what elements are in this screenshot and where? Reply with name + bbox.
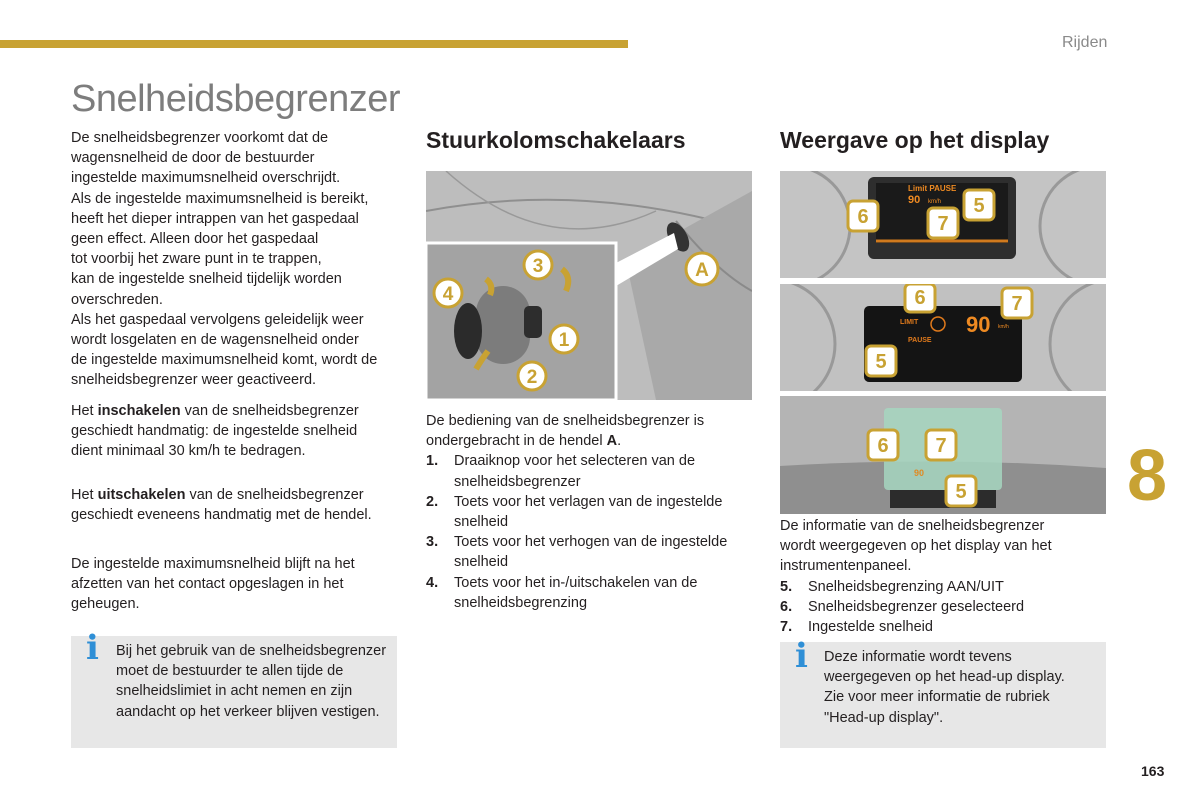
intro-line: Als het gaspedaal vervolgens geleidelijk weer (71, 311, 364, 328)
top-accent-bar (0, 40, 628, 48)
list-number: 4. (426, 574, 439, 591)
callout-5: 5 (875, 351, 887, 373)
list-number: 3. (426, 534, 439, 551)
intro-line: heeft het dieper intrappen van het gaspedaal (71, 210, 359, 227)
list-number: 7. (780, 619, 793, 636)
screen2-unit: km/h (998, 324, 1009, 330)
callout-7: 7 (937, 213, 949, 235)
screen1-unit: km/h (928, 199, 942, 205)
callout-5: 5 (955, 481, 967, 503)
intro-column (71, 128, 401, 614)
callout-6: 6 (914, 287, 926, 309)
list-text: Draaiknop voor het selecteren van de (454, 453, 696, 470)
info-line: "Head-up display". (824, 709, 944, 726)
display-list (780, 577, 1106, 638)
chapter-number: 8 (1127, 436, 1168, 516)
callout-4: 4 (442, 284, 454, 305)
info-line: Deze informatie wordt tevens (824, 649, 1012, 665)
display-intro-line: wordt weergegeven op het display van het (780, 538, 1052, 555)
display-photo-1 (780, 171, 1106, 278)
callout-5: 5 (973, 195, 985, 217)
display-intro-line: instrumentenpaneel. (780, 558, 912, 575)
activate-line: dient minimaal 30 km/h te bedragen. (71, 443, 306, 460)
intro-line: snelheidsbegrenzer weer geactiveerd. (71, 372, 317, 389)
list-text: snelheidsbegrenzer (454, 473, 581, 490)
list-item (426, 492, 756, 532)
intro-line: de ingestelde maximumsnelheid komt, wordt de (71, 352, 378, 369)
section-label: Rijden (1062, 34, 1108, 51)
controls-intro-line: De bediening van de snelheidsbegrenzer is (426, 413, 705, 429)
list-item (426, 451, 756, 491)
intro-line: wordt losgelaten en de wagensnelheid onder (71, 332, 359, 349)
activate-line: geschiedt handmatig: de ingestelde snelheid (71, 422, 358, 439)
list-text: Toets voor het verlagen van de ingestelde (454, 493, 723, 510)
list-text: Snelheidsbegrenzing AAN/UIT (808, 578, 1004, 595)
info-line: aandacht op het verkeer blijven vestigen. (116, 703, 380, 720)
display-photo-2 (780, 284, 1106, 391)
controls-heading: Stuurkolomschakelaars (426, 127, 686, 153)
callout-2: 2 (526, 367, 538, 388)
info-line: Bij het gebruik van de snelheidsbegrenzer (116, 643, 387, 659)
list-number: 6. (780, 598, 793, 615)
list-item (780, 597, 1106, 617)
intro-line: tot voorbij het zware punt in te trappen, (71, 251, 322, 268)
info-line: weergegeven op het head-up display. (824, 669, 1065, 686)
intro-line: overschreden. (71, 291, 163, 308)
screen2-pause: PAUSE (908, 337, 932, 344)
steering-column-photo (426, 171, 752, 400)
callout-A: A (695, 260, 709, 281)
screen2-limit: LIMIT (900, 319, 919, 326)
controls-column (426, 411, 756, 613)
info-icon: i (86, 628, 99, 668)
intro-line: geen effect. Alleen door het gaspedaal (71, 231, 319, 248)
list-number: 5. (780, 578, 793, 595)
list-text: snelheidsbegrenzing (454, 594, 588, 611)
deactivate-keyword: uitschakelen (97, 487, 186, 504)
info-box-left (71, 628, 397, 748)
memory-line: geheugen. (71, 596, 140, 613)
info-line: moet de bestuurder te allen tijde de (116, 663, 344, 680)
list-text: snelheid (454, 554, 509, 571)
list-number: 1. (426, 453, 439, 470)
text-run: . (617, 433, 622, 450)
list-text: snelheid (454, 514, 509, 531)
callout-6: 6 (877, 435, 889, 457)
screen3-speed: 90 (914, 468, 925, 478)
screen1-speed: 90 (908, 194, 921, 206)
callout-7: 7 (1011, 293, 1023, 315)
screen2-speed: 90 (966, 312, 991, 337)
list-item (780, 617, 1106, 637)
deactivate-paragraph (71, 485, 401, 505)
text-run: ondergebracht in de hendel (426, 433, 607, 450)
list-item (426, 573, 756, 613)
list-text: Ingestelde snelheid (808, 619, 933, 636)
list-item (780, 577, 1106, 597)
page-title: Snelheidsbegrenzer (71, 78, 401, 120)
callout-7: 7 (935, 435, 947, 457)
list-text: Snelheidsbegrenzer geselecteerd (808, 598, 1025, 615)
info-icon: i (795, 636, 808, 676)
intro-line: wagensnelheid de door de bestuurder (71, 150, 315, 167)
intro-line: kan de ingestelde snelheid tijdelijk worden (71, 271, 342, 288)
display-intro-line: De informatie van de snelheidsbegrenzer (780, 518, 1045, 534)
list-text: Toets voor het verhogen van de ingestelde (454, 534, 728, 551)
memory-line: De ingestelde maximumsnelheid blijft na het (71, 555, 355, 572)
callout-6: 6 (857, 206, 869, 228)
list-number: 2. (426, 493, 439, 510)
info-line: snelheidslimiet in acht nemen en zijn (116, 683, 353, 700)
info-line: Zie voor meer informatie de rubriek (824, 689, 1050, 706)
list-item (426, 532, 756, 572)
deactivate-line: geschiedt eveneens handmatig met de hendel. (71, 507, 372, 524)
activate-keyword: inschakelen (97, 402, 181, 419)
display-heading: Weergave op het display (780, 127, 1050, 153)
info-box-right (780, 636, 1106, 748)
callout-1: 1 (558, 330, 570, 351)
display-photo-3 (780, 396, 1106, 514)
intro-line: ingestelde maximumsnelheid overschrijdt. (71, 170, 341, 187)
text-run: van de snelheidsbegrenzer (180, 402, 359, 419)
text-run: Het (71, 402, 98, 419)
list-text: Toets voor het in-/uitschakelen van de (454, 574, 698, 591)
callout-3: 3 (532, 256, 544, 277)
display-column (780, 516, 1106, 637)
intro-line: De snelheidsbegrenzer voorkomt dat de (71, 130, 329, 146)
text-run: van de snelheidsbegrenzer (185, 487, 364, 504)
page-number: 163 (1141, 763, 1165, 779)
text-run: Het (71, 487, 98, 504)
controls-intro-line (426, 431, 756, 451)
memory-line: afzetten van het contact opgeslagen in het (71, 575, 344, 592)
screen1-status: Limit PAUSE (908, 184, 957, 193)
lever-label: A (606, 433, 618, 450)
controls-list (426, 451, 756, 613)
intro-line: Als de ingestelde maximumsnelheid is bereikt, (71, 190, 369, 207)
activate-paragraph (71, 401, 401, 421)
